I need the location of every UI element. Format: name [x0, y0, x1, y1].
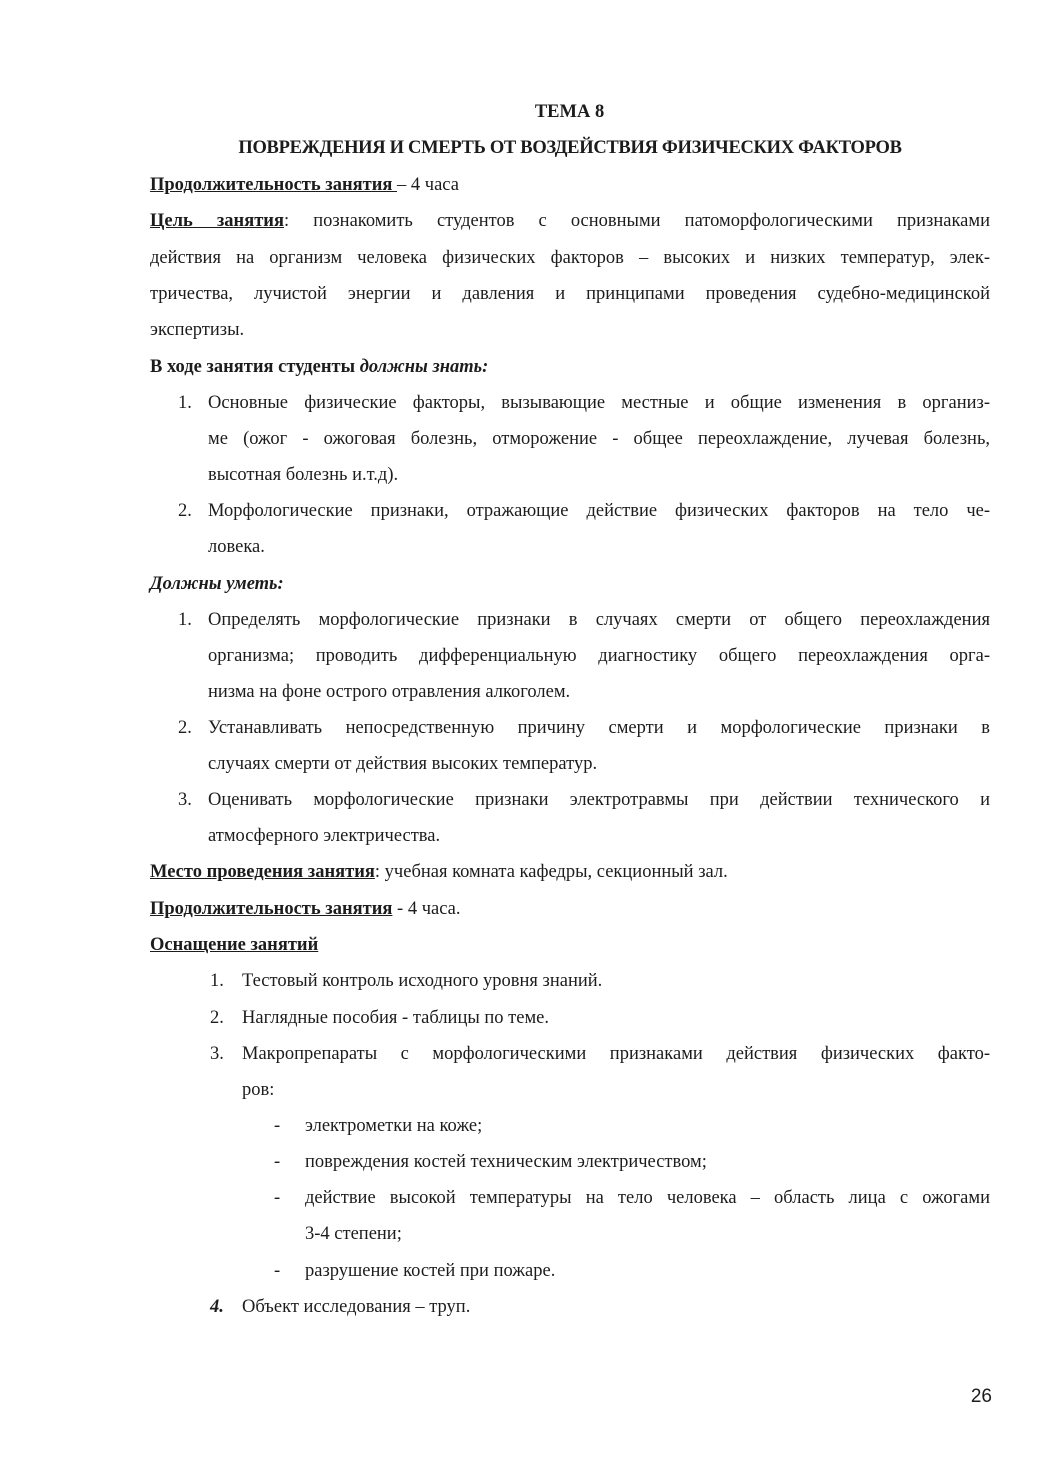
list-number: 4.	[210, 1297, 224, 1317]
equipment-subitem-line: электрометки на коже;	[305, 1116, 483, 1136]
list-number: 1.	[178, 393, 192, 413]
topic-title: ПОВРЕЖДЕНИЯ И СМЕРТЬ ОТ ВОЗДЕЙСТВИЯ ФИЗИЧЕСКИХ ФАКТОРОВ	[238, 138, 902, 158]
place-label: Место проведения занятия	[150, 862, 375, 882]
able-item-line: Определять морфологические признаки в случаях смерти от общего переохлаждения	[208, 610, 990, 630]
know-item-line: Основные физические факторы, вызывающие местные и общие изменения в организ-	[208, 393, 990, 413]
able-item-line: Оценивать морфологические признаки электротравмы при действии технического и	[208, 790, 990, 810]
equipment-item-line: Тестовый контроль исходного уровня знаний.	[242, 971, 603, 991]
able-item-line: Устанавливать непосредственную причину смерти и морфологические признаки в	[208, 718, 990, 738]
equipment-item-line: Наглядные пособия - таблицы по теме.	[242, 1008, 550, 1028]
place-line	[150, 860, 728, 884]
goal-text-line: : познакомить студентов с основными патоморфологическими признаками	[283, 211, 990, 231]
duration-value: - 4 часа.	[392, 899, 461, 919]
bullet-dash: -	[274, 1261, 281, 1281]
list-number: 2.	[178, 501, 192, 521]
know-item-line: ловека.	[208, 537, 265, 557]
topic-number: ТЕМА 8	[534, 102, 605, 122]
goal-text-line: тричества, лучистой энергии и давления и принципами проведения судебно-медицинской	[150, 284, 990, 304]
know-item-line: ме (ожог - ожоговая болезнь, отморожение - общее переохлаждение, лучевая болезнь,	[208, 429, 990, 449]
equipment-subitem-line: повреждения костей техническим электричеством;	[305, 1152, 707, 1172]
able-item-line: случаях смерти от действия высоких температур.	[208, 754, 598, 774]
know-lead-italic: должны знать:	[359, 357, 489, 377]
duration-label: Продолжительность занятия	[150, 175, 398, 195]
able-item-line: низма на фоне острого отравления алкоголем.	[208, 682, 571, 702]
equipment-subitem-line: 3-4 степени;	[305, 1224, 402, 1244]
equipment-item-line: Макропрепараты с морфологическими признаками действия физических факто-	[242, 1044, 990, 1064]
able-heading: Должны уметь:	[150, 574, 284, 594]
know-heading	[150, 355, 488, 379]
goal-text-line: экспертизы.	[150, 320, 245, 340]
duration-line	[150, 897, 460, 921]
duration-value: – 4 часа	[397, 175, 459, 195]
know-lead: В ходе занятия студенты	[150, 357, 360, 377]
duration-line	[150, 173, 459, 197]
equipment-item-line: ров:	[242, 1080, 275, 1100]
list-number: 1.	[210, 971, 224, 991]
goal-label: Цель занятия	[150, 211, 284, 231]
list-number: 2.	[210, 1008, 224, 1028]
bullet-dash: -	[274, 1116, 281, 1136]
equipment-subitem-line: разрушение костей при пожаре.	[305, 1261, 556, 1281]
able-item-line: организма; проводить дифференциальную диагностику общего переохлаждения орга-	[208, 646, 990, 666]
goal-text-line: действия на организм человека физических факторов – высоких и низких температур, элек-	[150, 248, 990, 268]
know-item-line: высотная болезнь и.т.д).	[208, 465, 399, 485]
list-number: 3.	[178, 790, 192, 810]
list-number: 2.	[178, 718, 192, 738]
bullet-dash: -	[274, 1152, 281, 1172]
list-number: 1.	[178, 610, 192, 630]
equipment-item-line: Объект исследования – труп.	[242, 1297, 471, 1317]
able-item-line: атмосферного электричества.	[208, 826, 441, 846]
goal-line	[150, 209, 990, 233]
bullet-dash: -	[274, 1188, 281, 1208]
list-number: 3.	[210, 1044, 224, 1064]
place-value: : учебная комната кафедры, секционный зал.	[374, 862, 728, 882]
equipment-heading: Оснащение занятий	[150, 935, 319, 955]
equipment-subitem-line: действие высокой температуры на тело человека – область лица с ожогами	[305, 1188, 990, 1208]
duration-label: Продолжительность занятия	[150, 899, 393, 919]
know-item-line: Морфологические признаки, отражающие действие физических факторов на тело че-	[208, 501, 990, 521]
page-number: 26	[970, 1386, 992, 1407]
